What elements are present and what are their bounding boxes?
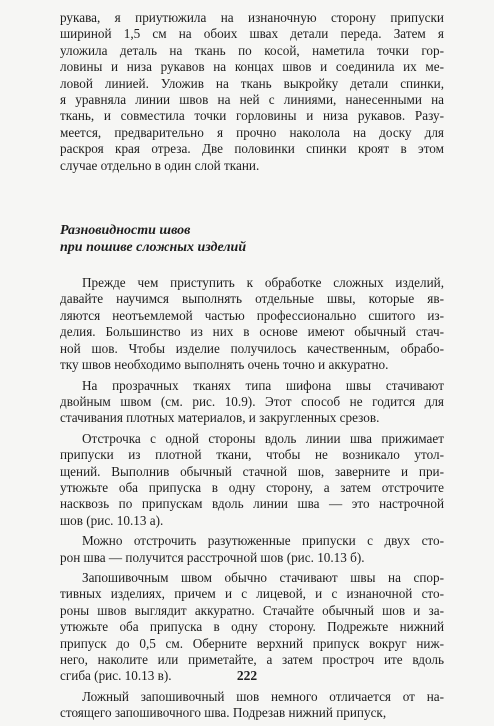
text-line: утюжьте оба припуска в одну сторону, а затем отстрочите <box>60 479 444 495</box>
paragraph <box>60 275 444 373</box>
text-line: стачивания плотных материалов, и закругленных срезов. <box>60 410 380 426</box>
text-line: ловины и низа рукавов на концах швов и соединила их ме- <box>60 59 444 75</box>
page-number: 222 <box>236 668 258 683</box>
text-line: Можно отстрочить разутюженные припуски с двух сто- <box>82 533 444 549</box>
text-line: шов (рис. 10.13 а). <box>60 512 164 528</box>
text-line: ткань, и совместила точки горловины и низа рукавов. Разу- <box>60 108 444 124</box>
text-line: щений. Выполнив обычный стачной шов, заверните и при- <box>60 463 444 479</box>
intro-paragraph <box>60 10 444 174</box>
text-line: тку швов необходимо выполнять очень точно и аккуратно. <box>60 357 389 373</box>
text-line: сгиба (рис. 10.13 в). <box>60 668 172 684</box>
text-line: рукава, я приутюжила на изнаночную сторону припуски <box>60 10 444 25</box>
text-line: уложила деталь на ткань по косой, наметила точки гор- <box>60 42 444 58</box>
text-line: Прежде чем приступить к обработке сложных изделий, <box>82 275 444 291</box>
text-line: рон шва — получится расстрочной шов (рис. 10.13 б). <box>60 549 365 565</box>
text-line: ной шов. Чтобы изделие получилось качественным, обрабо- <box>60 340 444 356</box>
text-line: Отстрочка с одной стороны вдоль линии шва прижимает <box>82 430 444 446</box>
text-line: случае отдельно в один слой ткани. <box>60 157 260 173</box>
heading-line: при пошиве сложных изделий <box>60 240 247 256</box>
paragraph <box>60 431 444 529</box>
section-body <box>60 275 444 722</box>
text-column <box>60 10 444 726</box>
text-line: припуск до 0,5 см. Оберните верхний припуск вокруг ниж- <box>60 635 444 651</box>
heading-line: Разновидности швов <box>60 223 191 239</box>
text-line: тивных изделиях, причем и с лицевой, и с изнаночной сто- <box>60 586 444 602</box>
text-line: давайте научимся выполнять отдельные швы, которые яв- <box>60 291 444 307</box>
text-line: шириной 1,5 см на обоих швах детали переда. Затем я <box>60 26 444 42</box>
section-heading <box>60 222 444 256</box>
text-line: стоящего запошивочного шва. Подрезав нижний припуск, <box>60 705 387 721</box>
text-line: ловой линией. Уложив на ткань выкройку детали спинки, <box>60 75 444 91</box>
paragraph <box>60 533 444 566</box>
text-line: раскроя края отреза. Две половинки спинки кроят в этом <box>60 141 444 157</box>
text-line: Запошивочным швом обычно стачивают швы на спор- <box>82 569 444 585</box>
text-line: него, наколите или приметайте, а затем простроч ите вдоль <box>60 652 444 667</box>
text-line: меется, предварительно я прочно наколола на доску для <box>60 124 444 140</box>
text-line: роны швов выглядит аккуратно. Стачайте обычный шов и за- <box>60 602 444 618</box>
paragraph <box>60 689 444 722</box>
text-line: двойным швом (см. рис. 10.9). Этот способ не годится для <box>60 393 444 409</box>
text-line: На прозрачных тканях типа шифона швы стачивают <box>82 377 444 393</box>
text-line: насквозь по припускам вдоль линии шва — это настрочной <box>60 496 444 512</box>
text-line: припуски из плотной ткани, чтобы не возникало утол- <box>60 447 444 463</box>
text-line: Ложный запошивочный шов немного отличается от на- <box>82 688 444 704</box>
text-line: делия. Большинство из них в основе имеют обычный стач- <box>60 324 444 340</box>
text-line: ляются неотъемлемой частью профессионально сшитого из- <box>60 307 444 323</box>
text-line: я уравняла линии швов на ней с линиями, нанесенными на <box>60 92 444 108</box>
paragraph <box>60 378 444 427</box>
text-line: утюжьте оба припуска в одну сторону. Подрежьте нижний <box>60 619 444 635</box>
